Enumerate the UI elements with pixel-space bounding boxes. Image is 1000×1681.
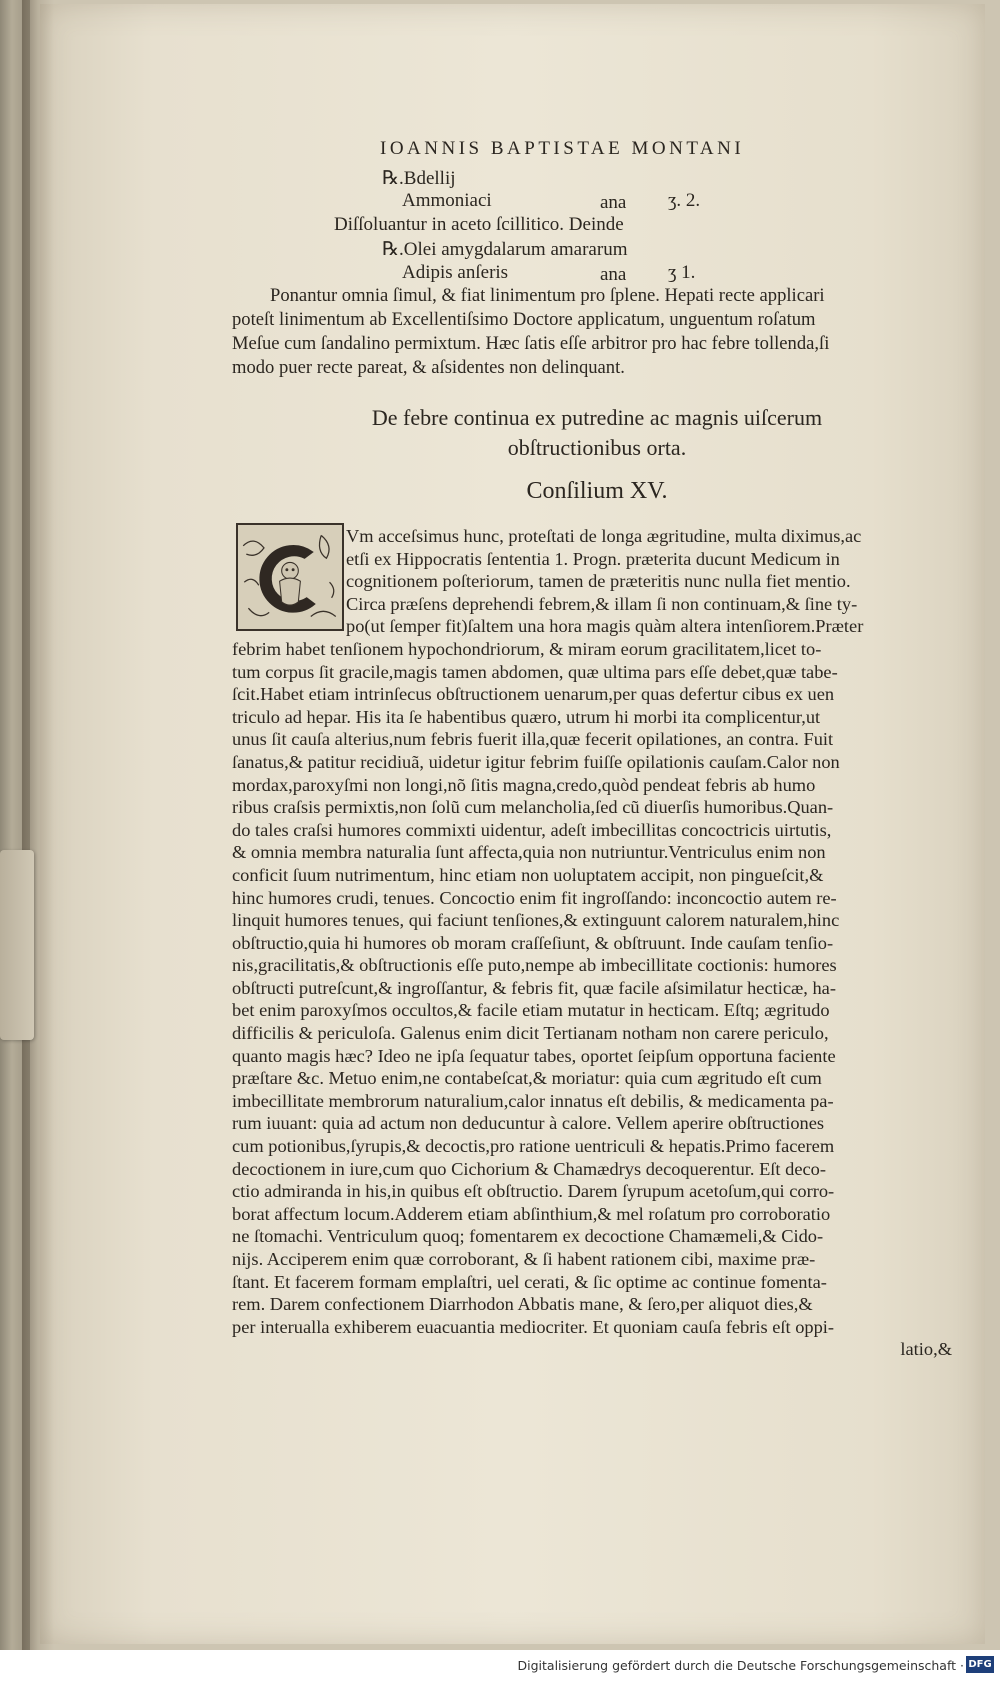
text-line: Vm acceſsimus hunc, proteſtati de longa ægritudine, multa diximus,ac [346,526,862,546]
text-line: bet enim paroxyſmos occultos,& facile etiam mutatur in hecticam. Eſtq; ægritudo [232,1000,830,1021]
text-line: ſanatus,& patitur recidiuã, uidetur igitur febrim fuiſſe opilationis cauſam.Calor non [232,751,840,772]
text-line: poteſt linimentum ab Excellentiſsimo Doctore applicatum, unguentum roſatum [232,309,816,330]
text-line: linquit humores tenues, qui faciunt tenſiones,& extinguunt calorem naturalem,hinc [232,910,840,931]
recipe-ana: ana [600,192,627,213]
text-line: ribus craſsis permixtis,non ſolũ cum melancholia,ſed cũ diuerſis humoribus.Quan- [232,797,834,818]
text-line: ſtant. Et facerem formam emplaſtri, uel cerati, & ſic optime ac continue fomenta- [232,1271,827,1292]
recipe-quantity: ʒ. 2. [668,190,701,211]
text-line: obſtructio,quia hi humores ob moram craſſeſiunt, & obſtruunt. Inde cauſam tenſio- [232,932,834,953]
text-line: febrim habet tenſionem hypochondriorum, & miram eorum gracilitatem,licet to- [232,638,822,659]
text-line: unus ſit cauſa alterius,num febris fuerit illa,quæ fecerit opilationes, an contra. Fuit [232,729,834,750]
text-line: nijs. Acciperem enim quæ corroborant, & ſi habent rationem cibi, maxime præ- [232,1249,816,1269]
text-line: conficit ſuum nutrimentum, hinc etiam non uoluptatem accipit, non pingueſcit,& [232,864,824,885]
text-line: modo puer recte pareat, & aſsidentes non delinquant. [232,357,625,378]
chapter-heading-line: De febre continua ex putredine ac magnis uiſcerum [371,405,823,430]
text-line: po(ut ſemper fit)ſaltem una hora magis quàm altera intenſiorem.Præter [346,616,864,637]
text-line: hinc humores crudi, tenues. Concoctio enim fit ingroſſando: inconcoctio autem re- [232,887,837,908]
text-line: tum corpus ſit gracile,magis tamen abdomen, quæ ultima pars eſſe debet,quæ tabe- [232,661,838,682]
text-line: ſcit.Habet etiam intrinſecus obſtructionem uenarum,per quas defertur cibus ex uen [232,684,835,705]
text-line: rum iuuant: quia ad actum non deducuntur à calore. Vellem aperire obſtructiones [232,1113,825,1134]
text-line: nis,gracilitatis,& obſtructionis eſſe puto,nempe ab imbecillitate coctionis: humores [232,955,837,976]
recipe-line: Diſſoluantur in aceto ſcillitico. Deinde [334,214,624,235]
text-line: rem. Darem confectionem Diarrhodon Abbatis mane, & ſero,per aliquot dies,& [232,1294,813,1315]
consilium-title: Conſilium XV. [526,478,668,504]
recipe-line: ℞.Bdellij [382,168,456,189]
chapter-heading-line: obſtructionibus orta. [507,435,687,460]
funding-credit: Digitalisierung gefördert durch die Deutsche Forschungsgemeinschaft · [517,1658,964,1673]
text-line: ctio admiranda in his,in quibus eſt obſtructio. Darem ſyrupum acetoſum,qui corro- [232,1181,835,1202]
text-line: decoctionem in iure,cum quo Cichorium & Chamædrys decoquerentur. Eſt deco- [232,1158,826,1179]
text-line: Meſue cum ſandalino permixtum. Hæc ſatis eſſe arbitror pro hac febre tollenda,ſi [232,333,830,354]
text-line: imbecillitate membrorum naturalium,calor innatus eſt debilis, & medicamenta pa- [232,1090,834,1111]
text-line: triculo ad hepar. His ita ſe habentibus quæro, utrum hi morbi ita complicentur,ut [232,706,821,727]
chapter-heading [232,403,962,463]
text-line: cum potionibus,ſyrupis,& decoctis,pro ratione uentriculi & hepatis.Primo facerem [232,1136,835,1157]
recipe-line: ℞.Olei amygdalarum amararum [382,239,628,260]
recipe-line: Ammoniaci [402,190,492,211]
page-tab-marker [0,850,34,1040]
text-line: Circa præſens deprehendi febrem,& illam ſi non continuam,& ſine ty- [346,593,858,614]
consilium-body [232,525,962,1361]
text-line: præſtare &c. Metuo enim,ne contabeſcat,& moriatur: quia cum ægritudo eſt cum [232,1068,822,1089]
text-line: borat affectum locum.Adderem etiam abſinthium,& mel roſatum pro corroboratio [232,1203,831,1224]
recipe-line: Adipis anſeris [402,262,509,283]
text-line: quanto magis hæc? Ideo ne ipſa ſequatur tabes, oportet ſeipſum opportuna faciente [232,1045,836,1066]
text-line: do tales craſsi humores commixti uidentur, adeſt imbecillitas concoctricis uirtutis, [232,819,832,840]
running-head: IOANNIS BAPTISTAE MONTANI [380,138,745,159]
dfg-logo-icon[interactable]: DFG [966,1656,994,1673]
text-line: difficilis & periculoſa. Galenus enim dicit Tertianam notham non carere periculo, [232,1023,829,1044]
text-line: & omnia membra naturalia ſunt affecta,quia non nutriuntur.Ventriculus enim non [232,842,826,863]
text-line: Ponantur omnia ſimul, & fiat linimentum pro ſplene. Hepati recte applicari [270,285,825,306]
text-line: etſi ex Hippocratis ſententia 1. Progn. præterita ducunt Medicum in [346,548,840,569]
recipe-ana: ana [600,264,627,285]
text-line: per interualla exhiberem euacuantia mediocriter. Et quoniam cauſa febris eſt oppi- [232,1316,835,1337]
text-line: cognitionem poſteriorum, tamen de præteritis nunc nulla fiet mentio. [346,571,851,592]
text-line: ne ſtomachi. Ventriculum quoq; fomentarem ex decoctione Chamæmeli,& Cido- [232,1226,824,1247]
text-line: mordax,paroxyſmi non longi,nõ ſitis magna,credo,quòd pendeat febris ab humo [232,774,816,795]
gutter-fold [22,0,54,1650]
catchword-line: latio,& [900,1339,952,1360]
text-line: obſtructi putreſcunt,& ingroſſantur, & febris fit, quæ facile aſsimilatur hecticæ, ha- [232,977,836,998]
recipe-quantity: ʒ 1. [668,262,696,283]
paragraph [232,284,962,380]
